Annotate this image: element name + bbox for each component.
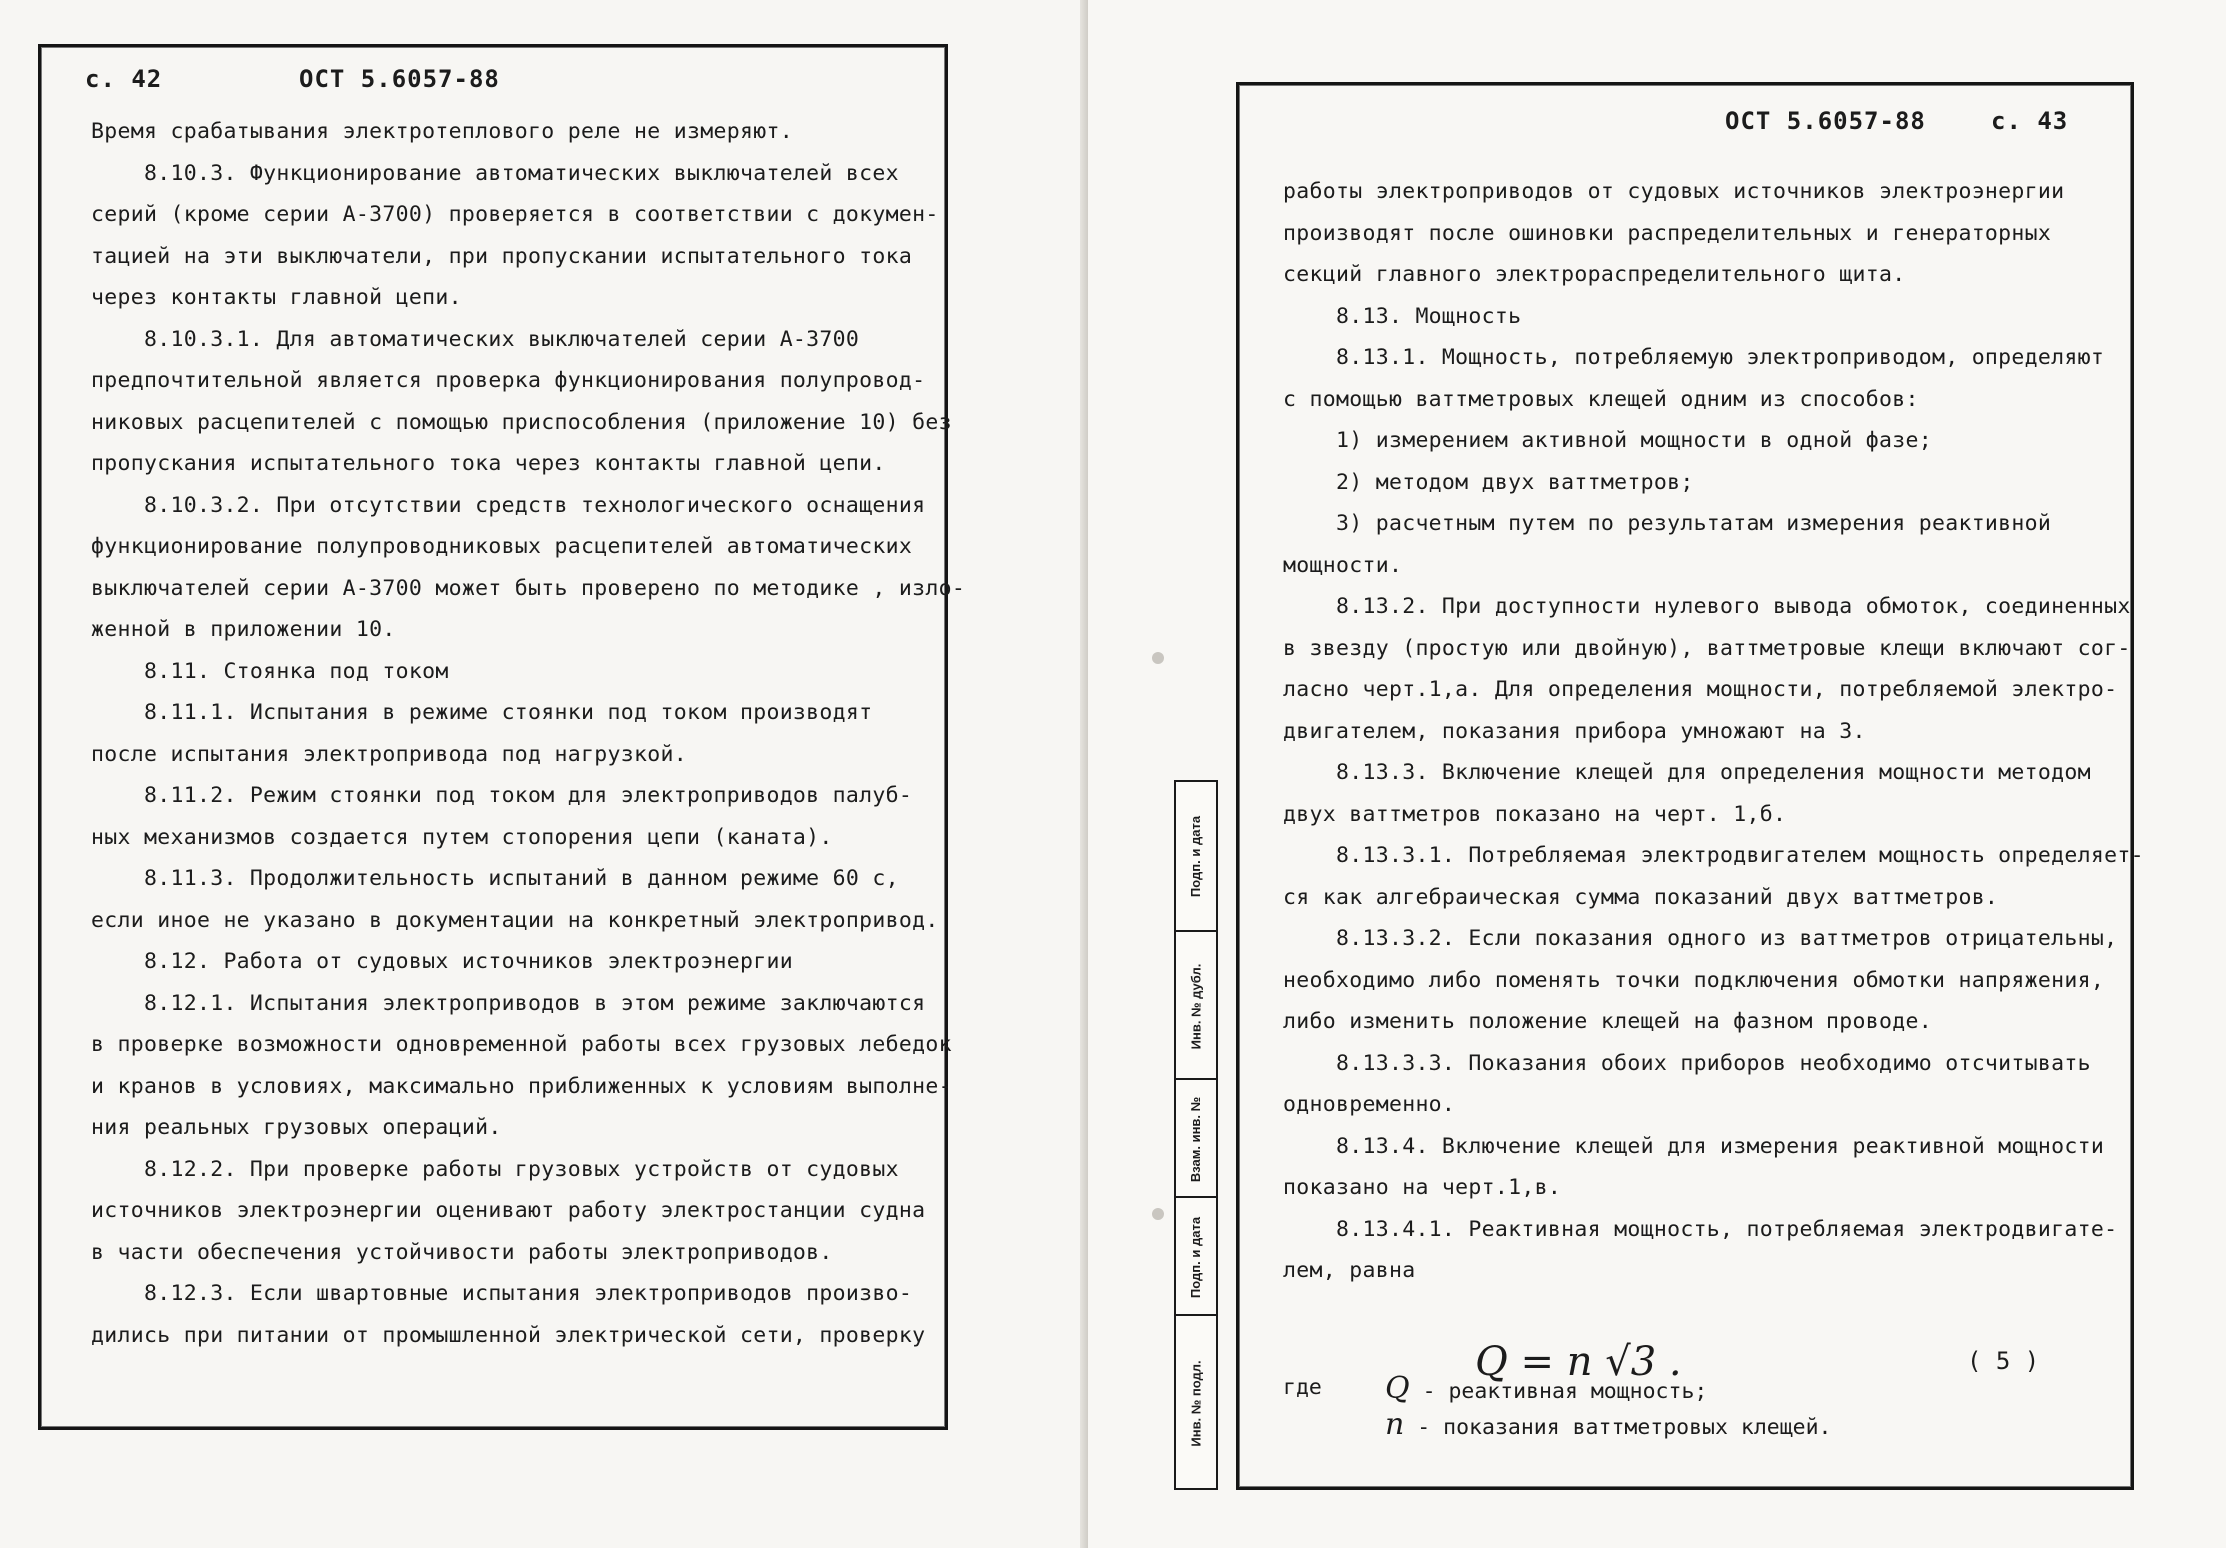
text-line: 8.13.3.2. Если показания одного из ваттметров отрицательны,	[1283, 926, 2118, 951]
text-line: с помощью ваттметровых клещей одним из способов:	[1283, 386, 1919, 412]
text-line: выключателей серии А-3700 может быть проверено по методике , изло-	[91, 575, 966, 601]
text-line: женной в приложении 10.	[91, 617, 396, 642]
text-line: либо изменить положение клещей на фазном проводе.	[1283, 1009, 1932, 1034]
text-line: 8.10.3. Функционирование автоматических выключателей всех	[91, 160, 899, 186]
text-line: 2) методом двух ваттметров;	[1283, 469, 1694, 495]
text-line: Время срабатывания электротеплового реле не измеряют.	[91, 119, 793, 144]
binding-hole	[1152, 652, 1164, 664]
standard-code: ОСТ 5.6057-88	[1725, 107, 1926, 135]
text-line: предпочтительной является проверка функционирования полупровод-	[91, 368, 926, 393]
text-line: после испытания электропривода под нагрузкой.	[91, 741, 687, 767]
left-page-body	[91, 111, 965, 1356]
text-line: дились при питании от промышленной электрической сети, проверку	[91, 1322, 926, 1348]
text-line: 8.13.2. При доступности нулевого вывода обмоток, соединенных	[1283, 594, 2131, 619]
stamp-cell: Инв. № подл.	[1176, 1314, 1216, 1490]
variable-definition	[1385, 1407, 1832, 1442]
variable-definition	[1385, 1371, 1707, 1406]
right-page-body	[1283, 171, 2144, 1292]
page-number: с. 43	[1991, 107, 2069, 135]
text-line: 3) расчетным путем по результатам измерения реактивной	[1283, 511, 2052, 536]
stamp-cell: Подп. и дата	[1176, 1196, 1216, 1316]
text-line: пропускания испытательного тока через контакты главной цепи.	[91, 451, 886, 476]
page-number: с. 42	[85, 65, 163, 93]
text-line: двух ваттметров показано на черт. 1,б.	[1283, 801, 1787, 827]
text-line: ных механизмов создается путем стопорения цепи (каната).	[91, 824, 833, 850]
text-line: 8.13.4.1. Реактивная мощность, потребляемая электродвигате-	[1283, 1216, 2118, 1242]
text-line: 8.11.1. Испытания в режиме стоянки под током производят	[91, 700, 873, 725]
text-line: показано на черт.1,в.	[1283, 1175, 1562, 1200]
text-line: 8.13.3. Включение клещей для определения мощности методом	[1283, 760, 2091, 785]
text-line: мощности.	[1283, 552, 1403, 578]
standard-code: ОСТ 5.6057-88	[299, 65, 500, 93]
text-line: необходимо либо поменять точки подключения обмотки напряжения,	[1283, 967, 2105, 993]
formula: Q = n √3 .	[1475, 1339, 1682, 1385]
text-line: производят после ошиновки распределительных и генераторных	[1283, 220, 2052, 246]
text-line: 8.12.3. Если швартовные испытания электроприводов произво-	[91, 1281, 913, 1306]
text-line: источников электроэнергии оценивают работу электростанции судна	[91, 1198, 926, 1223]
stamp-cell: Подп. и дата	[1188, 815, 1204, 897]
left-page-frame	[38, 44, 966, 1430]
text-line: 8.13. Мощность	[1283, 303, 1522, 329]
text-line: 8.12. Работа от судовых источников электроэнергии	[91, 949, 793, 974]
text-line: функционирование полупроводниковых расцепителей автоматических	[91, 534, 913, 559]
formula-number: ( 5 )	[1967, 1347, 2040, 1375]
binding-hole	[1152, 1208, 1164, 1220]
variable-symbol: n	[1385, 1407, 1405, 1442]
text-line: тацией на эти выключатели, при пропускании испытательного тока	[91, 243, 913, 269]
variable-symbol: Q	[1385, 1371, 1410, 1406]
text-line: в части обеспечения устойчивости работы электроприводов.	[91, 1239, 833, 1265]
text-line: никовых расцепителей с помощью приспособления (приложение 10) без	[91, 409, 952, 435]
right-page-frame	[1236, 82, 2144, 1490]
text-line: ния реальных грузовых операций.	[91, 1115, 502, 1140]
text-line: 8.11.2. Режим стоянки под током для электроприводов палуб-	[91, 783, 913, 808]
text-line: одновременно.	[1283, 1092, 1456, 1117]
text-line: работы электроприводов от судовых источников электроэнергии	[1283, 179, 2065, 204]
text-line: 8.12.1. Испытания электроприводов в этом режиме заключаются	[91, 990, 926, 1016]
text-line: 8.13.3.1. Потребляемая электродвигателем мощность определяет-	[1283, 843, 2144, 868]
variable-description: - показания ваттметровых клещей.	[1417, 1415, 1832, 1440]
text-line: 8.11. Стоянка под током	[91, 658, 449, 684]
text-line: 8.10.3.1. Для автоматических выключателей серии А-3700	[91, 326, 860, 352]
variable-description: - реактивная мощность;	[1422, 1379, 1708, 1404]
where-label: где	[1283, 1375, 1322, 1400]
text-line: 8.11.3. Продолжительность испытаний в данном режиме 60 с,	[91, 866, 899, 891]
left-sheet	[0, 0, 1088, 1548]
text-line: ласно черт.1,а. Для определения мощности, потребляемой электро-	[1283, 677, 2118, 702]
text-line: и кранов в условиях, максимально приближенных к условиям выполне-	[91, 1073, 952, 1099]
text-line: через контакты главной цепи.	[91, 285, 462, 310]
text-line: 8.13.3.3. Показания обоих приборов необходимо отсчитывать	[1283, 1050, 2091, 1076]
text-line: 8.13.4. Включение клещей для измерения реактивной мощности	[1283, 1133, 2105, 1159]
text-line: в звезду (простую или двойную), ваттметровые клещи включают сог-	[1283, 635, 2131, 661]
stamp-column	[1174, 780, 1218, 1490]
text-line: лем, равна	[1283, 1258, 1416, 1283]
text-line: 8.13.1. Мощность, потребляемую электроприводом, определяют	[1283, 345, 2105, 370]
text-line: 8.10.3.2. При отсутствии средств технологического оснащения	[91, 492, 926, 518]
text-line: секций главного электрораспределительного щита.	[1283, 262, 1906, 287]
text-line: 1) измерением активной мощности в одной фазе;	[1283, 428, 1932, 453]
text-line: 8.12.2. При проверке работы грузовых устройств от судовых	[91, 1156, 899, 1182]
text-line: в проверке возможности одновременной работы всех грузовых лебедок	[91, 1032, 952, 1057]
stamp-cell: Взам. инв. №	[1176, 1078, 1216, 1198]
text-line: ся как алгебраическая сумма показаний двух ваттметров.	[1283, 884, 1999, 910]
text-line: серий (кроме серии А-3700) проверяется в соответствии с докумен-	[91, 202, 939, 227]
text-line: если иное не указано в документации на конкретный электропривод.	[91, 907, 939, 933]
stamp-cell: Инв. № дубл.	[1176, 930, 1216, 1080]
text-line: двигателем, показания прибора умножают на 3.	[1283, 718, 1866, 744]
